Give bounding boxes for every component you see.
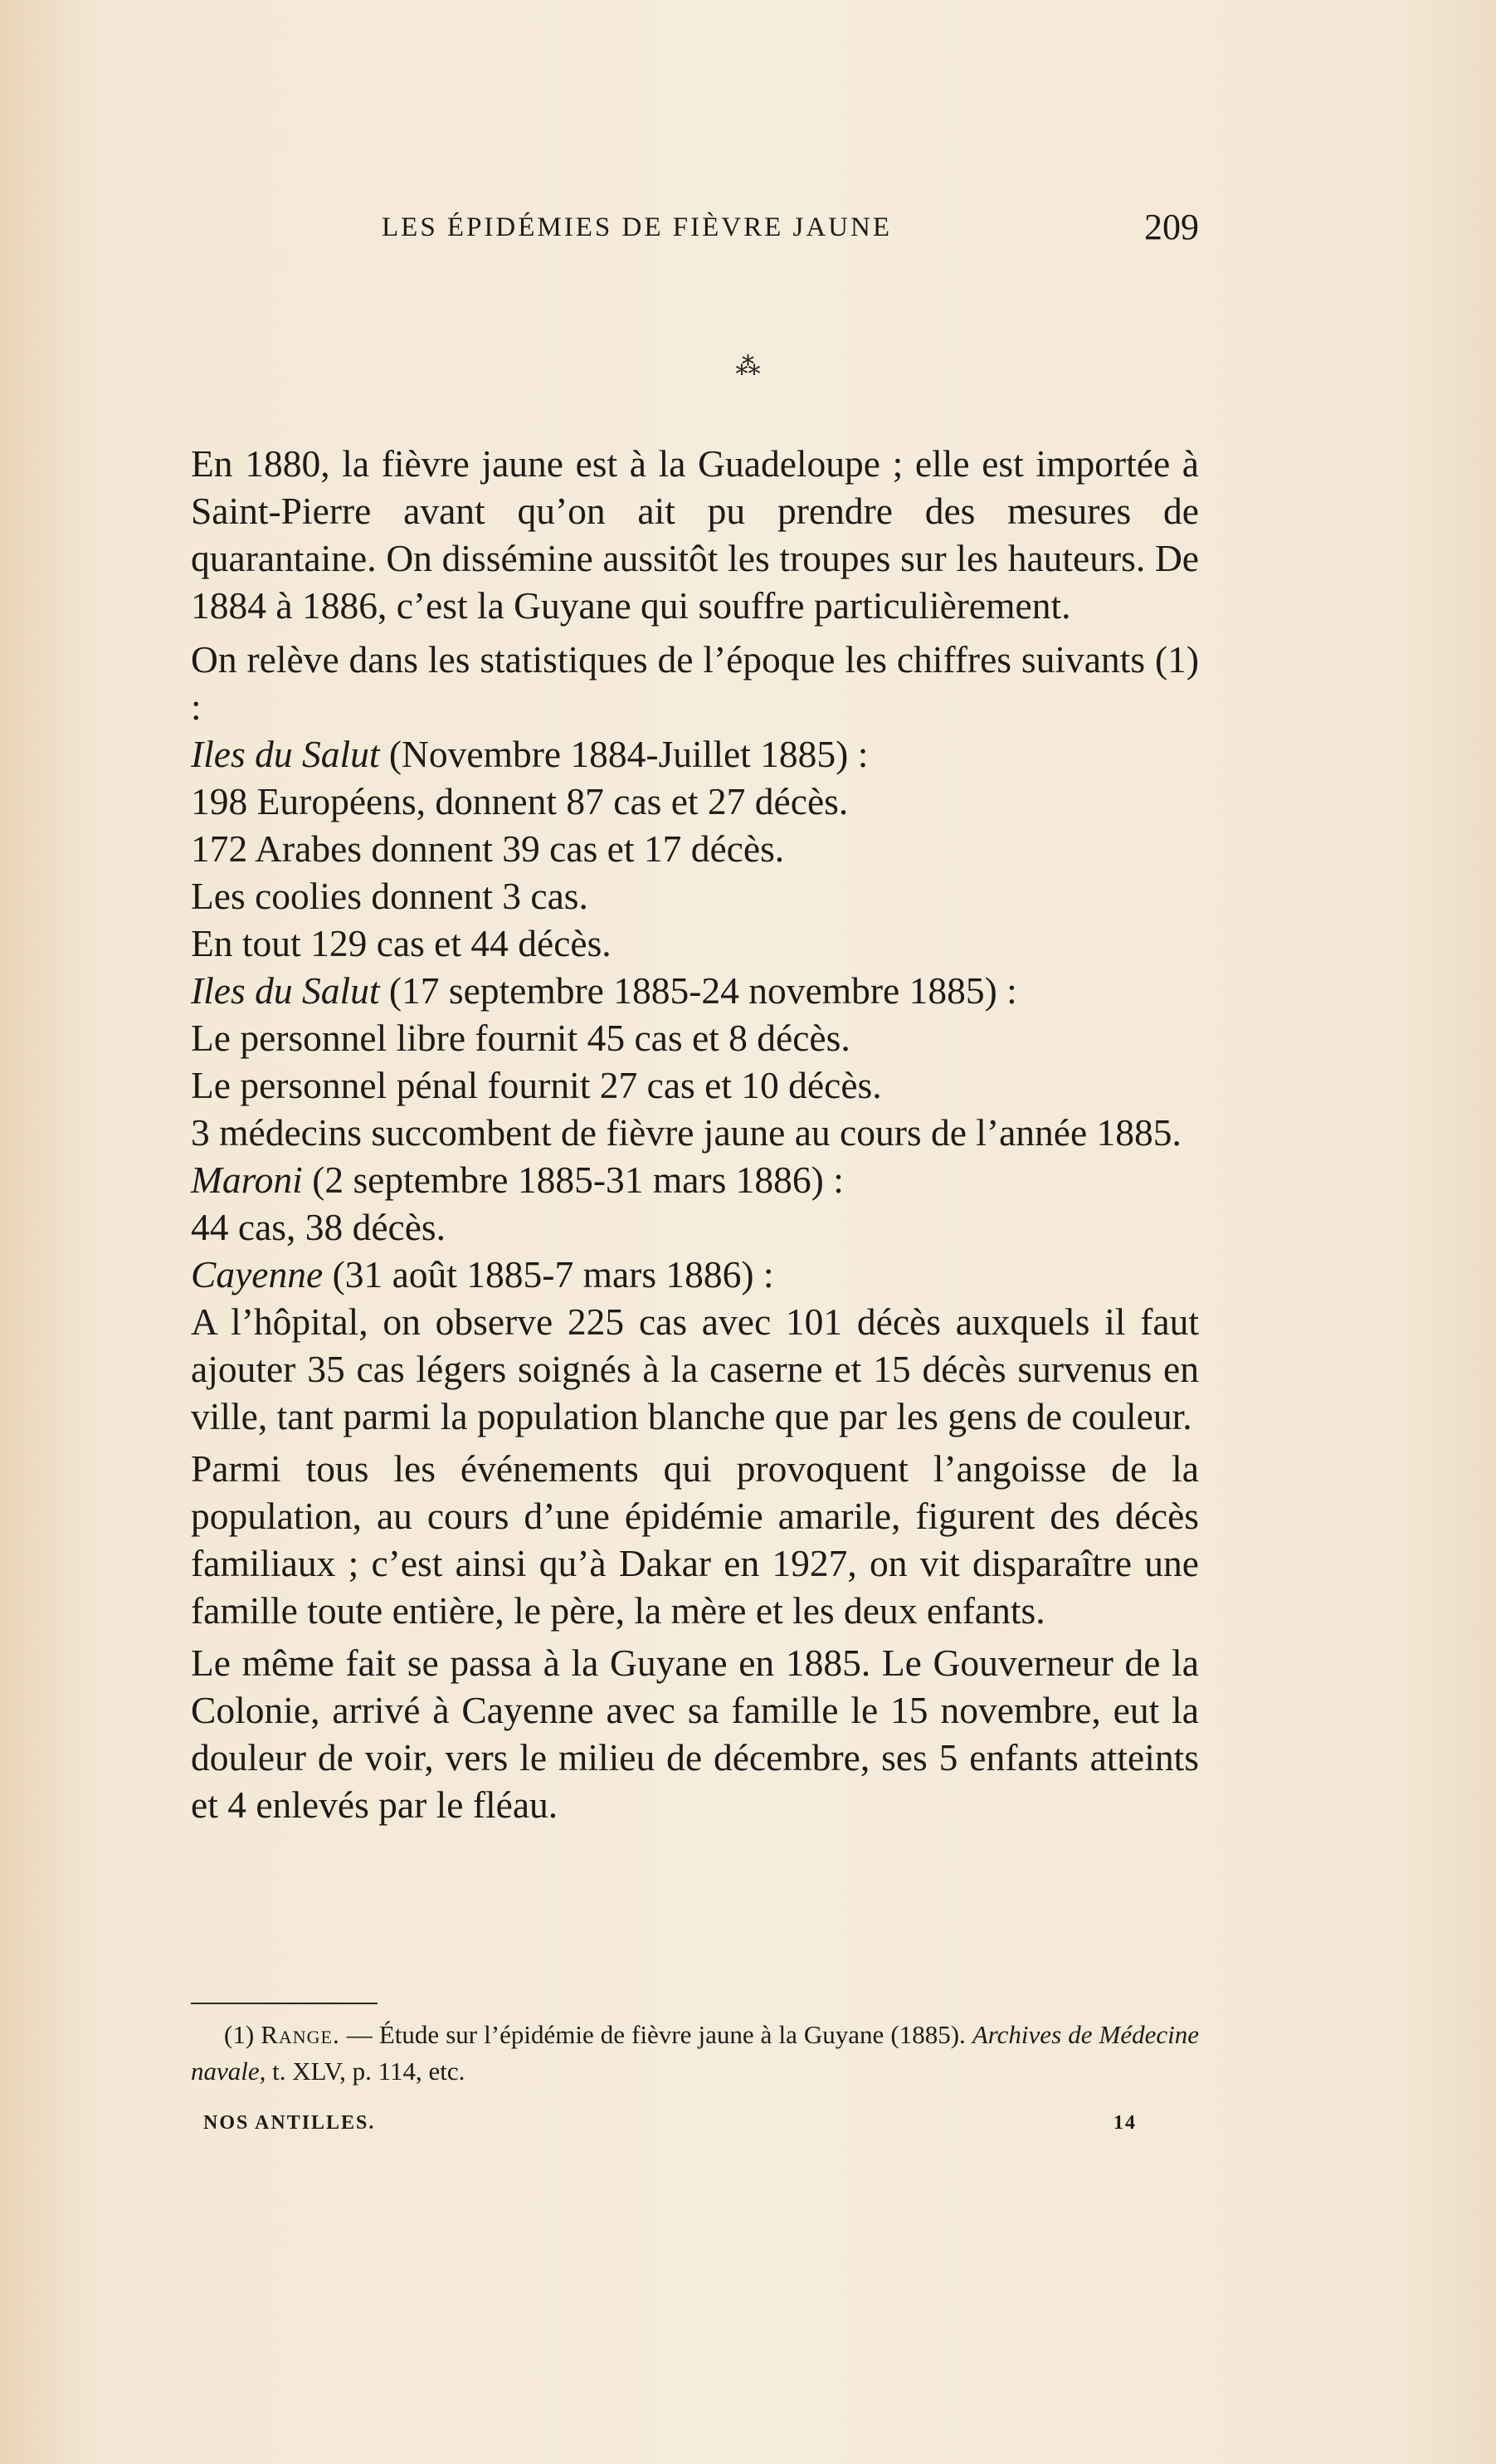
entry-line xyxy=(191,1156,1199,1203)
entry-text: (Novembre 1884-Juillet 1885) : xyxy=(379,733,869,775)
page-number: 209 xyxy=(1144,207,1199,247)
entry-text: (31 août 1885-7 mars 1886) : xyxy=(323,1253,774,1295)
footnote xyxy=(191,2017,1199,2090)
signature-title: NOS ANTILLES. xyxy=(203,2112,376,2134)
asterism: ⁂ xyxy=(735,352,761,381)
running-title: LES ÉPIDÉMIES DE FIÈVRE JAUNE xyxy=(382,212,892,242)
entry-place: Iles du Salut xyxy=(191,733,380,775)
entry-text: Les coolies donnent 3 cas. xyxy=(191,875,588,917)
paragraph: Parmi tous les événements qui provoquent l’angoisse de la population, au cours d’une épidémie amarile, figurent des décès familiaux ; c’est ainsi qu’à Dakar en 1927, on vit disparaître une famille toute entière, le père, la mère et les deux enfants. xyxy=(191,1447,1199,1632)
footnote-reference: t. XLV, p. 114, etc. xyxy=(266,2057,465,2086)
entry-line xyxy=(191,920,1199,967)
entry-line xyxy=(191,730,1199,778)
entry-place: Cayenne xyxy=(191,1253,324,1295)
entry-text: En tout 129 cas et 44 décès. xyxy=(191,922,612,964)
entry-line xyxy=(191,778,1199,825)
entry-text: Le personnel libre fournit 45 cas et 8 décès. xyxy=(191,1017,850,1059)
paragraph: Le même fait se passa à la Guyane en 1885. Le Gouverneur de la Colonie, arrivé à Cayenne avec sa famille le 15 novembre, eut la douleur de voir, vers le milieu de décembre, ses 5 enfants atteints et 4 enlevés par le fléau. xyxy=(191,1642,1199,1826)
entry-line xyxy=(191,1061,1199,1109)
entry-place: Maroni xyxy=(191,1159,303,1201)
paragraph: On relève dans les statistiques de l’époque les chiffres suivants (1) : xyxy=(191,638,1199,728)
entry-place: Iles du Salut xyxy=(191,969,380,1012)
entry-text: (2 septembre 1885-31 mars 1886) : xyxy=(302,1159,844,1201)
entry-line xyxy=(191,825,1199,872)
footnote-rule xyxy=(191,2003,378,2004)
footnote-title: — Étude sur l’épidémie de fièvre jaune à la Guyane (1885). xyxy=(339,2020,966,2049)
signature-number: 14 xyxy=(1113,2112,1137,2134)
footnote-text xyxy=(191,2017,1199,2090)
entry-line xyxy=(191,1203,1199,1251)
entry-line xyxy=(191,967,1199,1014)
entry-text: Le personnel pénal fournit 27 cas et 10 décès. xyxy=(191,1064,882,1106)
entry-text: 44 cas, 38 décès. xyxy=(191,1206,446,1248)
footnote-author: Range. xyxy=(261,2020,340,2049)
entry-line xyxy=(191,1014,1199,1061)
paragraph: En 1880, la fièvre jaune est à la Guadeloupe ; elle est importée à Saint-Pierre avant qu’on ait pu prendre des mesures de quarantaine. On dissémine aussitôt les troupes sur les hauteurs. De 1884 à 1886, c’est la Guyane qui souffre particulièrement. xyxy=(191,442,1199,627)
paragraph: A l’hôpital, on observe 225 cas avec 101 décès auxquels il faut ajouter 35 cas légers soignés à la caserne et 15 décès survenus en ville, tant parmi la population blanche que par les gens de couleur. xyxy=(191,1300,1199,1437)
entry-text: 198 Européens, donnent 87 cas et 27 décès. xyxy=(191,780,849,822)
page-header xyxy=(191,209,1199,259)
body-text xyxy=(191,440,1199,1828)
footnote-marker: (1) xyxy=(224,2020,255,2049)
footnote-journal: Archives de Médecine navale, xyxy=(191,2020,1199,2086)
entry-text: 172 Arabes donnent 39 cas et 17 décès. xyxy=(191,827,785,870)
entry-text: (17 septembre 1885-24 novembre 1885) : xyxy=(379,969,1017,1012)
entry-line xyxy=(191,872,1199,920)
paragraph: 3 médecins succombent de fièvre jaune au cours de l’année 1885. xyxy=(191,1111,1182,1154)
entry-line xyxy=(191,1251,1199,1298)
